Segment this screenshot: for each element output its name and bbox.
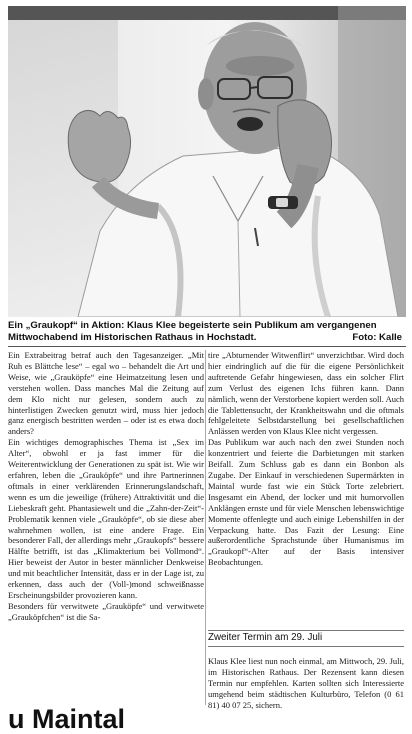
- paragraph: Ein Extrabeitrag betraf auch den Tagesanzeiger. „Mit Ruh es Blättche lese“ – egal wo – behandelt die Art und Weise, wie „Grauköpfe“ eine Heimatzeitung lesen und verstehen wollen. Dass manches Mal die Zeitung auf dem Klo nicht nur gelesen, sondern auch zu hinterlistigen Zwecken genutzt wird, muss hier jedoch ganz energisch bestritten werden – oder ist es etwa doch anders?: [8, 350, 204, 437]
- photo-credit: Foto: Kalle: [352, 332, 402, 343]
- photo-caption: [8, 320, 406, 344]
- article-photo: [8, 6, 406, 317]
- column-divider: [205, 350, 206, 705]
- paragraph: Ein wichtiges demographisches Thema ist „Sex im Alter“, obwohl er ja fast immer für die Weiterentwicklung der Generationen zu spät ist. Wie wir erfahren, leben die „Grauköpfe“ und ihre Partnerinnen oftmals in einer verklärenden Erinnerungslandschaft, wenn es um die jeweilige (frühere) Attraktivität und die Liebeskraft geht. Phantasiewelt und die „Zahn-der-Zeit“-Problematik kennen viele „Grauköpfe“, ob sie diese aber wahrnehmen wollen, ist eine andere Frage. Ein besonderer Fall, der allerdings mehr „Graukopfs“ bessere Hälfte betrifft, ist das „Klimakterium bei Vollmond“. Hier beweist der Autor in bester männlicher Denkweise und mit beachtlicher Intensität, dass er in der Lage ist, zu erkennen, dass auch der (Voll-)mond schweißnasse Erscheinungsbilder provozieren kann.: [8, 437, 204, 600]
- closing-paragraph: Klaus Klee liest nun noch einmal, am Mittwoch, 29. Juli, im Historischen Rathaus. Der Rezensent kann diesen Termin nur empfehlen. Karten sollten sich Interessierte umgehend beim städtischen Kulturbüro, Telefon (0 61 81) 40 07 25, sichern.: [208, 656, 404, 710]
- paragraph: Das Publikum war auch nach den zwei Stunden noch konzentriert und feierte die Darbietungen mit starken Beifall. Zum Schluss gab es dann ein Bonbon als Zugabe. Der Einkauf in verschiedenen Supermärkten in Maintal wurde fast wie ein Stück Torte zelebriert. Insgesamt ein Abend, der locker und mit humorvollen Anklängen ernste und für viele Menschen lebenswichtige Momente offenlegte und auch einige Lebenshilfen in der Verpackung hatte. Das Fazit der Lesung: Eine außerordentliche Sprachstunde über Humanismus im „Graukopf“-Alter auf der Basis intensiver Beobachtungen.: [208, 437, 404, 568]
- article-subhead: Zweiter Termin am 29. Juli: [208, 630, 404, 647]
- masthead-title: u Maintal: [8, 704, 126, 734]
- article-column-right: [208, 350, 404, 568]
- article-column-left: [8, 350, 204, 623]
- paragraph: tire „Abturnender Witwenflirt“ unverzichtbar. Wird doch hier eindringlich auf die für die eigene Persönlichkeit auftretende Gefahr hingewiesen, dass ein solcher Flirt zum Verlust des eigenen Ichs führen kann. Dann nämlich, wenn der Verstorbene kopiert werden soll. Auch die Tablettensucht, der Krankheitswahn und die oftmals fehlgeleitete Selbstdarstellung bei gesellschaftlichen Anlässen werden von Klaus Klee nicht vergessen.: [208, 350, 404, 437]
- caption-text: Ein „Graukopf“ in Aktion: Klaus Klee begeisterte sein Publikum am vergangenen Mittwochabend im Historischen Rathaus in Hochstadt.: [8, 320, 377, 343]
- paragraph: Besonders für verwitwete „Grauköpfe“ und verwitwete „Grauköpfchen“ ist die Sa-: [8, 600, 204, 622]
- caption-divider: [8, 346, 406, 347]
